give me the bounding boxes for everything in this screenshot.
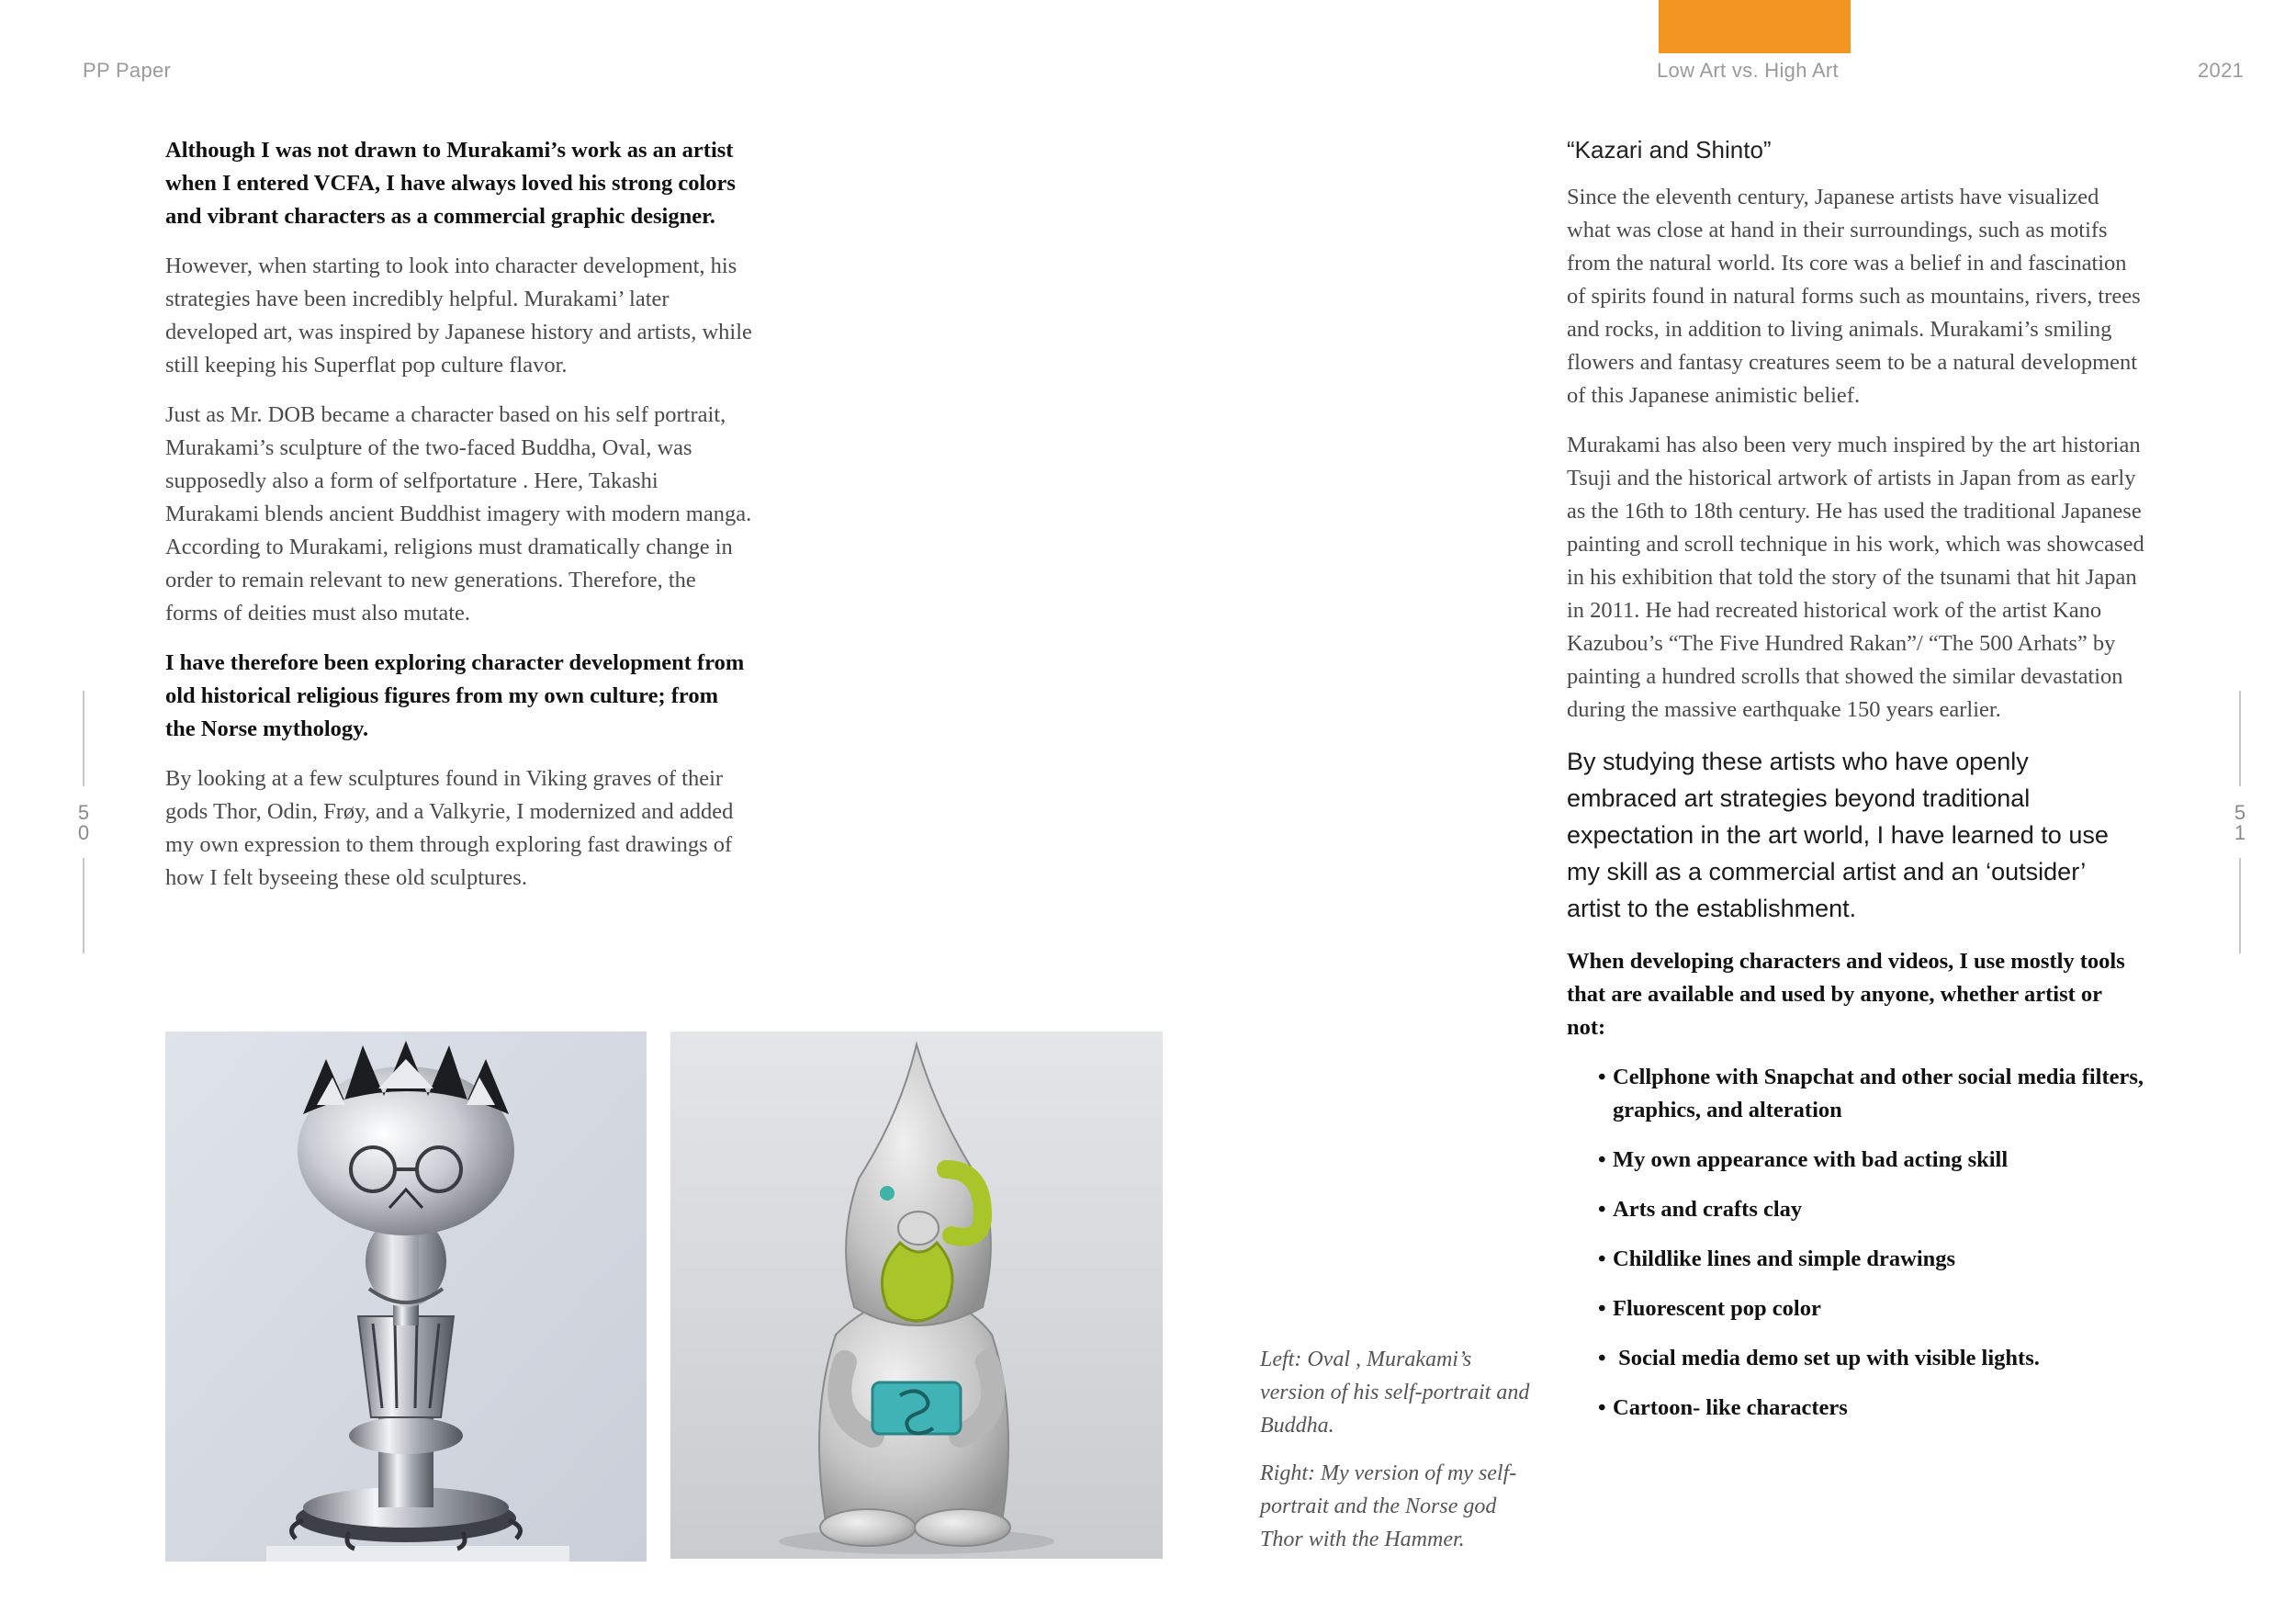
- oval-sculpture-photo: [165, 1032, 647, 1562]
- oval-sculpture-illustration: [165, 1032, 647, 1562]
- right-article-column: [1567, 136, 2145, 1441]
- section-title: Low Art vs. High Art: [1657, 59, 1839, 82]
- thor-sculpture-illustration: [670, 1032, 1163, 1559]
- caption-right-image: Right: My version of my self-portrait and the Norse god Thor with the Hammer.: [1260, 1461, 1517, 1551]
- character-development-paragraph: However, when starting to look into character development, his strategies have been incredibly helpful. Murakami’ later developed art, was inspired by Japanese history and artists, while still keeping his Superflat pop culture flavor.: [165, 254, 752, 378]
- year-label: 2021: [2198, 59, 2245, 82]
- list-item: • Social media demo set up with visible lights.: [1598, 1342, 2145, 1375]
- thor-clay-sculpture-photo: [670, 1032, 1163, 1559]
- page-number-rule-top-right: [2239, 691, 2241, 786]
- list-item: • Cartoon- like characters: [1598, 1392, 2145, 1425]
- page-number-left-digit-2: 0: [77, 821, 90, 844]
- page-number-right-digit-1: 5: [2234, 801, 2246, 824]
- mr-dob-paragraph: Just as Mr. DOB became a character based on his self portrait, Murakami’s sculpture of the two-faced Buddha, Oval, was supposedly also a form of selfportature . Here, Takashi Murakami blends ancient Buddhist imagery with modern manga. According to Murakami, religions must dramatically change in order to remain relevant to new generations. Therefore, the forms of deities must also mutate.: [165, 402, 752, 626]
- viking-sculptures-paragraph: By looking at a few sculptures found in Viking graves of their gods Thor, Odin, Frøy, and a Valkyrie, I modernized and added my own expression to them through exploring fast drawings of how I felt byseeing these old sculptures.: [165, 766, 734, 890]
- tools-intro-paragraph: When developing characters and videos, I use mostly tools that are available and used by anyone, whether artist or not:: [1567, 949, 2125, 1040]
- left-article-column: [165, 134, 753, 911]
- intro-paragraph: Although I was not drawn to Murakami’s work as an artist when I entered VCFA, I have always loved his strong colors and vibrant characters as a commercial graphic designer.: [165, 138, 736, 229]
- page-number-left-digit-1: 5: [77, 801, 90, 824]
- page-number-rule-bottom-right: [2239, 858, 2241, 953]
- list-item: • Arts and crafts clay: [1598, 1193, 2145, 1226]
- caption-left-image: Left: Oval , Murakami’s version of his self-portrait and Buddha.: [1260, 1348, 1530, 1438]
- page-number-rule-top-left: [83, 691, 84, 786]
- list-item: • My own appearance with bad acting skill: [1598, 1144, 2145, 1177]
- list-item: • Fluorescent pop color: [1598, 1292, 2145, 1325]
- page-number-right: [2229, 803, 2251, 843]
- page-number-rule-bottom-left: [83, 858, 84, 953]
- publication-title: PP Paper: [83, 59, 172, 82]
- section-color-tab: [1659, 0, 1851, 53]
- outsider-artist-lead: By studying these artists who have openly embraced art strategies beyond traditional expectation in the art world, I have learned to use my skill as a commercial artist and an ‘outsider’ artist to the establishment.: [1567, 748, 2109, 922]
- tools-list: [1567, 1061, 2145, 1425]
- list-item: • Cellphone with Snapchat and other social media filters, graphics, and alteration: [1598, 1061, 2145, 1127]
- page-number-right-digit-2: 1: [2234, 821, 2246, 844]
- image-captions: [1260, 1343, 1536, 1571]
- japanese-artists-paragraph: Since the eleventh century, Japanese artists have visualized what was close at hand in their surroundings, such as motifs from the natural world. Its core was a belief in and fascination of spirits found in natural forms such as mountains, rivers, trees and rocks, in addition to living animals. Murakami’s smiling flowers and fantasy creatures seem to be a natural development of this Japanese animistic belief.: [1567, 185, 2141, 408]
- page-number-left: [73, 803, 95, 843]
- norse-mythology-paragraph: I have therefore been exploring character development from old historical religious figures from my own culture; from the Norse mythology.: [165, 650, 745, 741]
- kazari-shinto-heading: “Kazari and Shinto”: [1567, 136, 1772, 164]
- tsuji-inspiration-paragraph: Murakami has also been very much inspired by the art historian Tsuji and the historical artwork of artists in Japan from as early as the 16th to 18th century. He has used the traditional Japanese painting and scroll technique in his work, which was showcased in his exhibition that told the story of the tsunami that hit Japan in 2011. He had recreated historical work of the artist Kano Kazubou’s “The Five Hundred Rakan”/ “The 500 Arhats” by painting a hundred scrolls that showed the similar devastation during the massive earthquake 150 years earlier.: [1567, 433, 2144, 722]
- list-item: • Childlike lines and simple drawings: [1598, 1243, 2145, 1276]
